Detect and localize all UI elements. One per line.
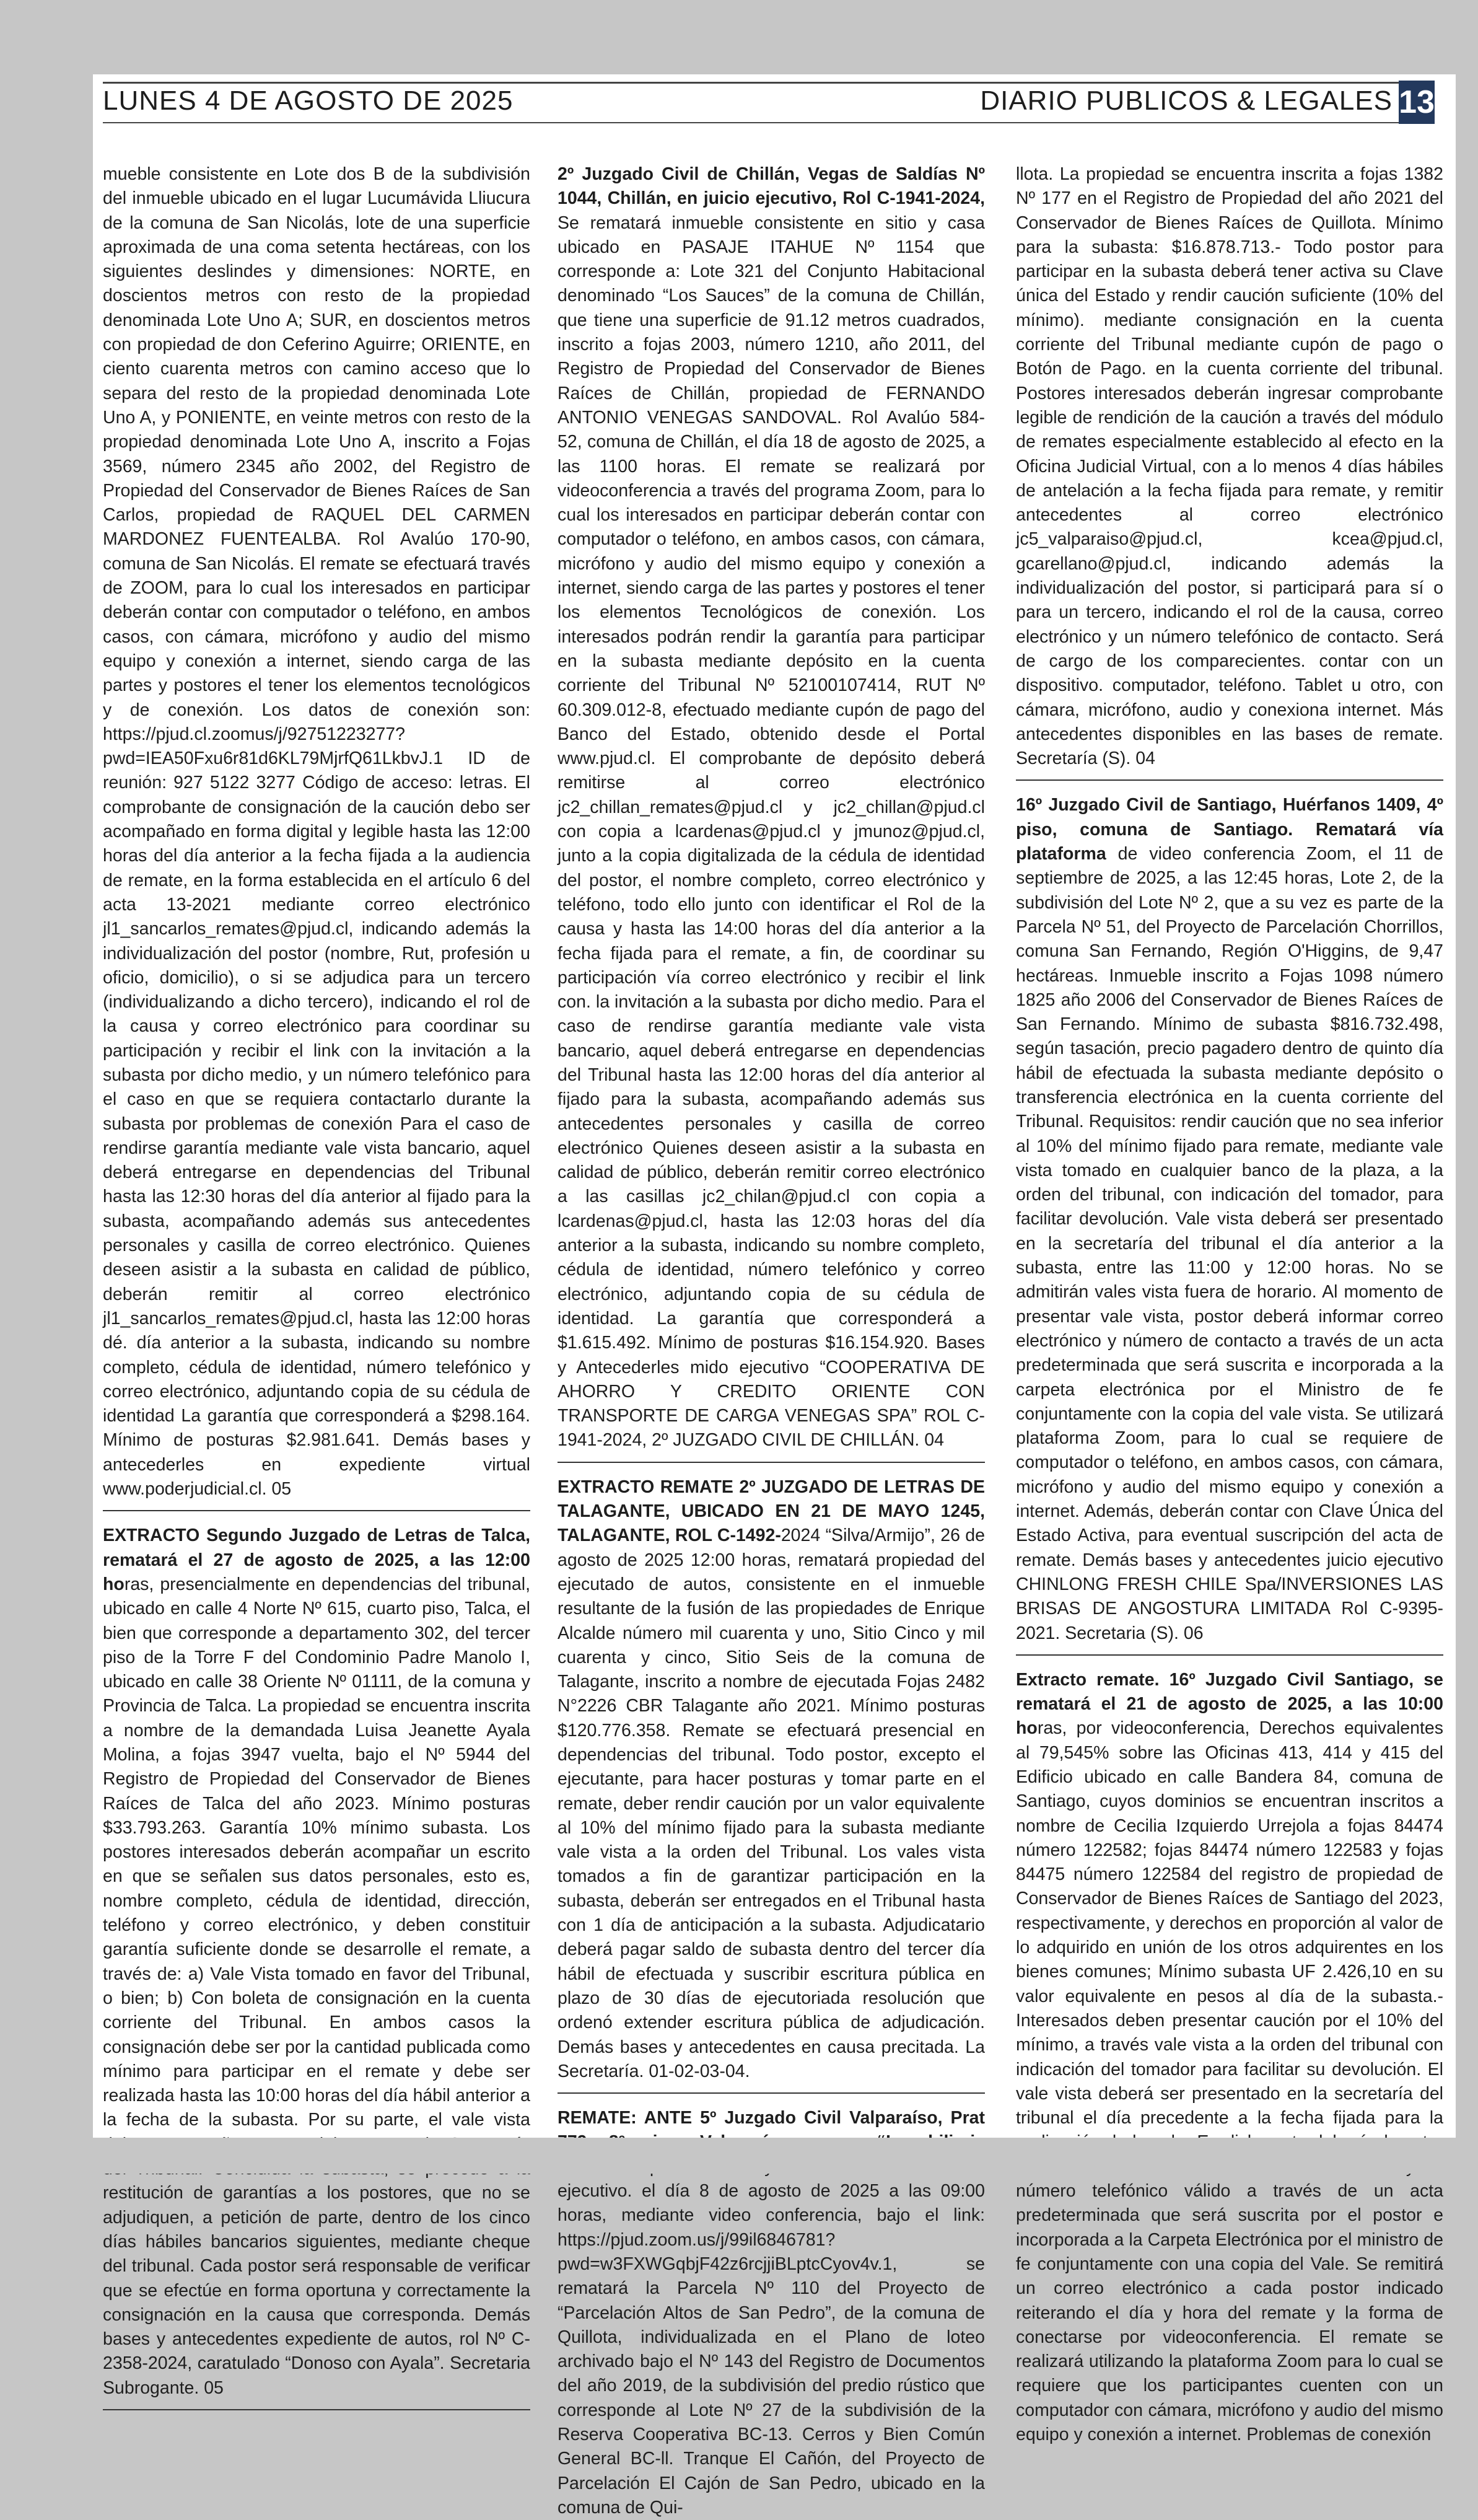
notice-continued-quillota xyxy=(1016,162,1443,771)
notice-heading: EXTRACTO Segundo Juzgado de Letras de Talca, rematará el 27 de agosto de 2025, a las 12:00 ho xyxy=(103,1526,530,1594)
column-3 xyxy=(1016,162,1443,2447)
notice-heading: 16º Juzgado Civil de Santiago, Huérfanos 1409, 4º piso, comuna de Santiago. Rematará vía plataforma xyxy=(1016,795,1443,864)
notice-separator xyxy=(558,2092,985,2094)
notice-body: llota. La propiedad se encuentra inscrita a fojas 1382 Nº 177 en el Registro de Propiedad del año 2021 del Conservador de Bienes Raíces de Quillota. Mínimo para la subasta: $16.878.713.- Todo postor para participar en la subasta deberá tener activa su Clave única del Estado y rendir caución suficiente (10% del mínimo). mediante consignación en la cuenta corriente del Tribunal mediante cupón de pago o Botón de Pago. en la cuenta corriente del tribunal. Postores interesados deberán ingresar comprobante legible de rendición de la caución a través del módulo de remates especialmente establecido al efecto en la Oficina Judicial Virtual, con a lo menos 4 días hábiles de antelación a la fecha fijada para remate, y remitir antecedentes al correo electrónico jc5_valparaiso@pjud.cl, kcea@pjud.cl, gcarellano@pjud.cl, indicando además la individualización del postor, si participará para sí o para un tercero, indicando el rol de la causa, correo electrónico y un número telefónico de contacto. Será de cargo de los comparecientes. contar con un dispositivo. computador, teléfono. Tablet u otro, con cámara, micrófono, audio y conexiona internet. Más antecedentes disponibles en las bases de remate. Secretaría (S). 04 xyxy=(1016,164,1443,769)
header-bottom-rule xyxy=(103,122,1399,123)
notice-talca xyxy=(103,1524,530,2400)
notice-santiago-16-b xyxy=(1016,1668,1443,2448)
column-1 xyxy=(103,162,530,2423)
notice-separator xyxy=(1016,1654,1443,1656)
notice-talagante xyxy=(558,1475,985,2084)
notice-separator xyxy=(103,1510,530,1511)
notice-separator xyxy=(1016,779,1443,781)
notice-heading: EXTRACTO REMATE 2º JUZGADO DE LETRAS DE TALAGANTE, UBICADO EN 21 DE MAYO 1245, TALAGANTE, ROL C-1492- xyxy=(558,1477,985,1546)
header-publication: DIARIO PUBLICOS & LEGALES xyxy=(980,86,1393,116)
notice-heading: 2º Juzgado Civil de Chillán, Vegas de Saldías Nº 1044, Chillán, en juicio ejecutivo, Rol C-1941-2024, xyxy=(558,164,985,209)
notice-body: ras, por videoconferencia, Derechos equivalentes al 79,545% sobre las Oficinas 413, 414 y 415 del Edificio ubicado en calle Bandera 84, comuna de Santiago, cuyos dominios se encuentran inscritos a nombre de Cecilia Izquierdo Urrejola a fojas 84474 número 122582; fojas 84474 número 122583 y fojas 84475 número 122584 del registro de propiedad de Conservador de Bienes Raíces de Santiago del 2023, respectivamente, y derechos en proporción al valor de lo adquirido en unión de los otros adquirentes en los bienes comunes; Mínimo subasta UF 2.426,10 en su valor equivalente en pesos al día de la subasta.- Interesados deben presentar caución por el 10% del mínimo, a través vale vista a la orden del tribunal con indicación del tomador para facilitar su devolución. El vale vista deberá ser presentado en la secretaría del tribunal el día precedente a la fecha fijada para la número telefónico válido a través de un acta predeterminada que será suscrita por el postor e incorporada a la Carpeta Electrónica por el ministro de fe conjuntamente con una copia del Vale. Se remitirá un correo electrónico a cada postor indicado reiterando el día y hora del remate y la forma de conectarse por videoconferencia. El remate se realizará utilizando la plataforma Zoom para lo cual se requiere que los participantes cuenten con un computador con cámara, micrófono y audio del mismo equipo y conexión a internet. Problemas de conexión xyxy=(1016,1718,1443,2445)
notice-separator xyxy=(103,2409,530,2410)
header-date: LUNES 4 DE AGOSTO DE 2025 xyxy=(103,86,514,116)
page-number: 13 xyxy=(1399,81,1435,124)
notice-body: 2024 “Silva/Armijo”, 26 de agosto de 2025 12:00 horas, rematará propiedad del ejecutado de autos, consistente en el inmueble resultante de la fusión de las propiedades de Enrique Alcalde número mil cuarenta y uno, Sitio Cinco y mil cuarenta y cinco, Sitio Seis de la comuna de Talagante, inscrito a nombre de ejecutada Fojas 2482 N°2226 CBR Talagante año 2021. Mínimo posturas $120.776.358. Remate se efectuará presencial en dependencias del tribunal. Todo postor, excepto el ejecutante, para hacer posturas y tomar parte en el remate, deber rendir caución por un valor equivalente al 10% del mínimo fijado para la subasta mediante vale vista a la orden del Tribunal. Los vales vista tomados a fin de garantizar participación en la subasta, deberán ser entregados en el Tribunal hasta con 1 día de anticipación a la subasta. Adjudicatario deberá pagar saldo de subasta dentro del tercer día hábil de efectuada y suscribir escritura pública en plazo de 30 días de ejecutoriada resolución que ordenó extender escritura pública de adjudicación. Demás bases y antecedentes en causa precitada. La Secretaría. 01-02-03-04. xyxy=(558,1526,985,2081)
notice-separator xyxy=(558,1462,985,1463)
header-top-rule xyxy=(103,82,1399,84)
notice-body: de video conferencia Zoom, el 11 de septiembre de 2025, a las 12:45 horas, Lote 2, de la subdivisión del Lote Nº 2, que a su vez es parte de la Parcela Nº 51, del Proyecto de Parcelación Chorrillos, comuna San Fernando, Región O'Higgins, de 9,47 hectáreas. Inmueble inscrito a Fojas 1098 número 1825 año 2006 del Conservador de Bienes Raíces de San Fernando. Mínimo de subasta $816.732.498, según tasación, precio pagadero dentro de quinto día hábil de efectuada la subasta mediante depósito o transferencia electrónica en la cuenta corriente del Tribunal. Requisitos: rendir caución que no sea inferior al 10% del mínimo fijado para remate, mediante vale vista tomado en cualquier banco de la plaza, a la orden del tribunal, con indicación del tomador, para facilitar devolución. Vale vista deberá ser presentado en la secretaría del tribunal el día anterior a la subasta, entre las 11:00 y 12:00 horas. No se admitirán vales vista fuera de horario. Al momento de presentar vale vista, postor deberá informar correo electrónico y número de contacto a través de un acta predeterminada que será suscrita e incorporada a la carpeta electrónica por el Ministro de fe conjuntamente con la copia del vale vista. Se utilizará plataforma Zoom, para lo cual se requiere de computador o teléfono, en ambos casos, con cámara, micrófono y audio del mismo equipo y conexión a internet. Además, deberán contar con Clave Única del Estado Activa, para eventual suscripción del acta de remate. Demás bases y antecedentes juicio ejecutivo CHINLONG FRESH CHILE Spa/INVERSIONES LAS BRISAS DE ANGOSTURA LIMITADA Rol C-9395-2021. Secretaria (S). 06 xyxy=(1016,844,1443,1643)
notice-heading: Extracto remate. 16º Juzgado Civil Santiago, se rematará el 21 de agosto de 2025, a las 10:00 ho xyxy=(1016,1669,1443,1739)
notice-body: Se rematará inmueble consistente en sitio y casa ubicado en PASAJE ITAHUE Nº 1154 que corresponde a: Lote 321 del Conjunto Habitacional denominado “Los Sauces” de la comuna de Chillán, que tiene una superficie de 91.12 metros cuadrados, inscrito a fojas 2003, número 1210, año 2011, del Registro de Propiedad del Conservador de Bienes Raíces de Chillán, propiedad de FERNANDO ANTONIO VENEGAS SANDOVAL. Rol Avalúo 584-52, comuna de Chillán, el día 18 de agosto de 2025, a las 1100 horas. El remate se realizará por videoconferencia a través del programa Zoom, para lo cual los interesados en participar deberán contar con computador o teléfono, en ambos casos, con cámara, micrófono y audio del mismo equipo y conexión a internet, siendo carga de las partes y postores el tener los elementos Tecnológicos de conexión. Los interesados podrán rendir la garantía para participar en la subasta mediante depósito en la cuenta corriente del Tribunal Nº 52100107414, RUT Nº 60.309.012-8, efectuado mediante cupón de pago del Banco del Estado, obtenido desde el Portal www.pjud.cl. El comprobante de depósito deberá remitirse al correo electrónico jc2_chillan_remates@pjud.cl y jc2_chillan@pjud.cl con copia a lcardenas@pjud.cl y jmunoz@pjud.cl, junto a la copia digitalizada de la cédula de identidad del postor, el nombre completo, correo electrónico y teléfono, todo ello junto con identificar el Rol de la causa y hasta las 14:00 horas del día anterior a la fecha fijada para el remate, a fin, de coordinar su participación vía correo electrónico y recibir el link con. la invitación a la subasta por dicho medio. Para el caso de rendirse garantía mediante vale vista bancario, aquel deberá entregarse en dependencias del Tribunal hasta las 12:00 horas del día anterior al fijado para la subasta, acompañando además sus antecedentes personales y casilla de correo electrónico Quienes deseen asistir a la subasta en calidad de público, deberán remitir correo electrónico a las casillas jc2_chilan@pjud.cl con copia a lcardenas@pjud.cl, hasta las 12:03 horas del día anterior a la subasta, indicando su nombre completo, cédula de identidad, número telefónico y correo electrónico, adjuntando copia de su cédula de identidad. La garantía que corresponderá a $1.615.492. Mínimo de posturas $16.154.920. Bases y Antecederles mido ejecutivo “COOPERATIVA DE AHORRO Y CREDITO ORIENTE CON TRANSPORTE DE CARGA VENEGAS SPA” ROL C-1941-2024, 2º JUZGADO CIVIL DE CHILLÁN. 04 xyxy=(558,213,985,1451)
notice-body: mueble consistente en Lote dos B de la subdivisión del inmueble ubicado en el lugar Lucumávida Lliucura de la comuna de San Nicolás, lote de una superficie aproximada de una coma setenta hectáreas, con los siguientes deslindes y dimensiones: NORTE, en doscientos metros con resto de la propiedad denominada Lote Uno A; SUR, en doscientos metros con propiedad de don Ceferino Aguirre; ORIENTE, en ciento cuarenta metros con camino acceso que lo separa del resto de la propiedad denominada Lote Uno A, y PONIENTE, en veinte metros con resto de la propiedad denominada Lote Uno A, inscrito a Fojas 3569, número 2345 año 2002, del Registro de Propiedad del Conservador de Bienes Raíces de San Carlos, propiedad de RAQUEL DEL CARMEN MARDONEZ FUENTEALBA. Rol Avalúo 170-90, comuna de San Nicolás. El remate se efectuará través de ZOOM, para lo cual los interesados en participar deberán contar con computador o teléfono, en ambos casos, con cámara, micrófono y audio del mismo equipo y conexión a internet, siendo carga de las partes y postores el tener los elementos tecnológicos y de conexión. Los datos de conexión son: https://pjud.cl.zoomus/j/92751223277?pwd=IEA50Fxu6r81d6KL79MjrfQ61LkbvJ.1 ID de reunión: 927 5122 3277 Código de acceso: letras. El comprobante de consignación de la caución debo ser acompañado en forma digital y legible hasta las 12:00 horas del día anterior a la fecha fijada a la audiencia de remate, en la forma establecida en el artículo 6 del acta 13-2021 mediante correo electrónico jl1_sancarlos_remates@pjud.cl, indicando además la individualización del postor (nombre, Rut, profesión u oficio, domicilio), o si se adjudica para un tercero (individualizando a dicho tercero), indicando el rol de la causa y correo electrónico para coordinar su participación y recibir el link con la invitación a la subasta por dicho medio, y un número telefónico para el caso en que se requiera contactarlo durante la subasta por problemas de conexión Para el caso de rendirse garantía mediante vale vista bancario, aquel deberá entregarse en dependencias del Tribunal hasta las 12:30 horas del día anterior al fijado para la subasta, acompañando además sus antecedentes personales y casilla de correo electrónico. Quienes deseen asistir a la subasta en calidad de público, deberán remitir al correo electrónico jl1_sancarlos_remates@pjud.cl, hasta las 12:00 horas dé. día anterior a la subasta, indicando su nombre completo, cédula de identidad, número telefónico y correo electrónico, adjuntando copia de su cédula de identidad La garantía que corresponderá a $298.164. Mínimo de posturas $2.981.641. Demás bases y antecederles en expediente virtual www.poderjudicial.cl. 05 xyxy=(103,164,530,1499)
notice-continued-san-carlos xyxy=(103,162,530,1501)
notice-body: ras, presencialmente en dependencias del tribunal, ubicado en calle 4 Norte Nº 615, cuarto piso, Talca, el bien que corresponde a departamento 302, del tercer piso de la Torre F del Condominio Padre Manolo I, ubicado en calle 38 Oriente Nº 01111, de la comuna y Provincia de Talca. La propiedad se encuentra inscrita a nombre de la demandada Luisa Jeanette Ayala Molina, a fojas 3947 vuelta, bajo el Nº 5944 del Registro de Propiedad del Conservador de Bienes Raíces de Talca del año 2023. Mínimo posturas $33.793.263. Garantía 10% mínimo subasta. Los postores interesados deberán acompañar un escrito en que se señalen sus datos personales, esto es, nombre completo, cédula de identidad, dirección, teléfono y correo electrónico, y deben constituir garantía suficiente donde se desarrolle el remate, a través de: a) Vale Vista tomado en favor del Tribunal, o bien; b) Con boleta de consignación en la cuenta corriente del Tribunal. En ambos casos la consignación debe ser por la cantidad publicada como mínimo para participar en el remate y debe ser realizada hasta las 10:00 horas del día hábil anterior a la fecha de la subasta. Por su parte, el vale vista restitución de garantías a los postores, que no se adjudiquen, a petición de parte, dentro de los cinco días hábiles bancarios siguientes, mediante cheque del tribunal. Cada postor será responsable de verificar que se efectúe en forma oportuna y correctamente la consignación en la causa que corresponda. Demás bases y antecedentes expediente de autos, rol Nº C-2358-2024, caratulado “Donoso con Ayala”. Secretaria Subrogante. 05 xyxy=(103,1574,530,2398)
notice-heading: REMATE: ANTE 5º Juzgado Civil Valparaíso, Prat xyxy=(558,2108,985,2128)
notice-body: ejecutivo. el día 8 de agosto de 2025 a las 09:00 horas, mediante video conferencia, bajo el link: https://pjud.zoom.us/j/99il6846781?pwd=w3FXWGqbjF42z6rcjjiBLptcCyov4v.1, se rematará la Parcela Nº 110 del Proyecto de “Parcelación Altos de San Pedro”, de la comuna de Quillota, individualizada en el Plano de loteo archivado bajo el Nº 143 del Registro de Documentos del año 2019, de la subdivisión del predio rústico que corresponde al Lote Nº 27 de la subdivisión de la Reserva Cooperativa BC-13. Cerros y Bien Común General BC-ll. Tranque El Cañón, del Proyecto de Parcelación El Cajón de San Pedro, ubicado en la comuna de Qui- xyxy=(558,2181,985,2518)
notice-chillan xyxy=(558,162,985,1453)
notice-santiago-16-a xyxy=(1016,793,1443,1645)
footer-margin xyxy=(0,2138,1478,2174)
